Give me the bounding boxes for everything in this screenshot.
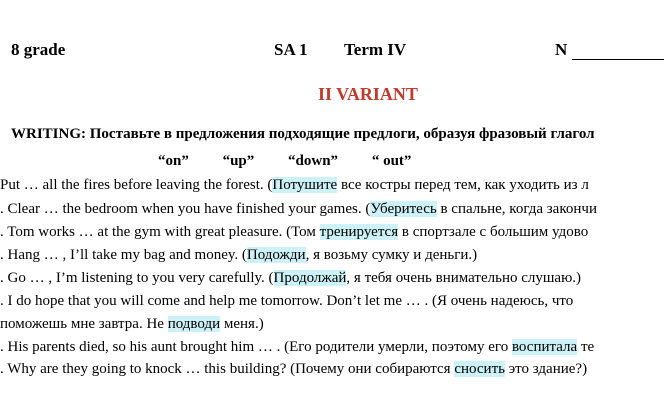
line-prefix: . Why are they going to knock … this building? (Почему они собираются: [0, 361, 455, 377]
highlighted-word: Уберитесь: [370, 201, 437, 217]
term-label: Term IV: [344, 40, 407, 59]
highlighted-word: подводи: [167, 316, 221, 332]
highlighted-word: Потушите: [272, 177, 338, 193]
line-prefix: . Tom works … at the gym with great pleasure. (Том: [0, 224, 320, 240]
instruction: [11, 126, 595, 143]
highlighted-word: воспитала: [511, 339, 578, 355]
line-suffix: в спортзале с большим удово: [398, 224, 589, 240]
option-out: “ out”: [371, 153, 412, 169]
line-suffix: , я тебя очень внимательно слушаю.): [346, 270, 582, 286]
line-suffix: все костры перед тем, как уходить из л: [337, 177, 589, 193]
exercise-line: [0, 270, 581, 287]
exercise-line: [0, 201, 597, 218]
exercise-line: [0, 177, 589, 194]
line-prefix: . Go … , I’m listening to you very carefully. (: [0, 270, 274, 286]
name-label: N: [555, 40, 568, 59]
line-prefix: . His parents died, so his aunt brought him … . (Его родители умерли, поэтому его: [0, 339, 512, 355]
line-prefix: . Hang … , I’ll take my bag and money. (: [0, 247, 247, 263]
exercise-line: [0, 247, 477, 264]
exercise-line: [0, 316, 264, 333]
line-prefix: поможешь мне завтра. Не: [0, 316, 168, 332]
options-row: [158, 153, 441, 170]
line-suffix: это здание?): [504, 361, 588, 377]
exercise-line: [0, 224, 588, 241]
exercise-line: [0, 293, 573, 310]
line-suffix: те: [577, 339, 595, 355]
exercise-line: [0, 339, 594, 356]
exercise-line: [0, 361, 587, 378]
sa-label: SA 1: [274, 40, 308, 59]
name-blank-line: [572, 59, 664, 60]
grade-label: 8 grade: [11, 40, 66, 59]
highlighted-word: Подожди: [246, 247, 306, 263]
line-prefix: . Clear … the bedroom when you have finished your games. (: [0, 201, 371, 217]
instruction-text: Поставьте в предложения подходящие предлоги, образуя фразовый глагол: [86, 126, 595, 142]
highlighted-word: сносить: [454, 361, 505, 377]
line-suffix: меня.): [220, 316, 264, 332]
option-down: “down”: [288, 153, 339, 169]
line-prefix: . I do hope that you will come and help me tomorrow. Don’t let me … . (Я очень надеюсь, что: [0, 293, 574, 309]
option-on: “on”: [158, 153, 189, 169]
highlighted-word: тренируется: [319, 224, 399, 240]
line-suffix: в спальне, когда закончи: [436, 201, 597, 217]
instruction-label: WRITING:: [11, 126, 87, 142]
highlighted-word: Продолжай: [273, 270, 347, 286]
variant-title: II VARIANT: [318, 84, 418, 104]
option-up: “up”: [222, 153, 255, 169]
line-prefix: Put … all the fires before leaving the forest. (: [0, 177, 273, 193]
line-suffix: , я возьму сумку и деньги.): [305, 247, 478, 263]
